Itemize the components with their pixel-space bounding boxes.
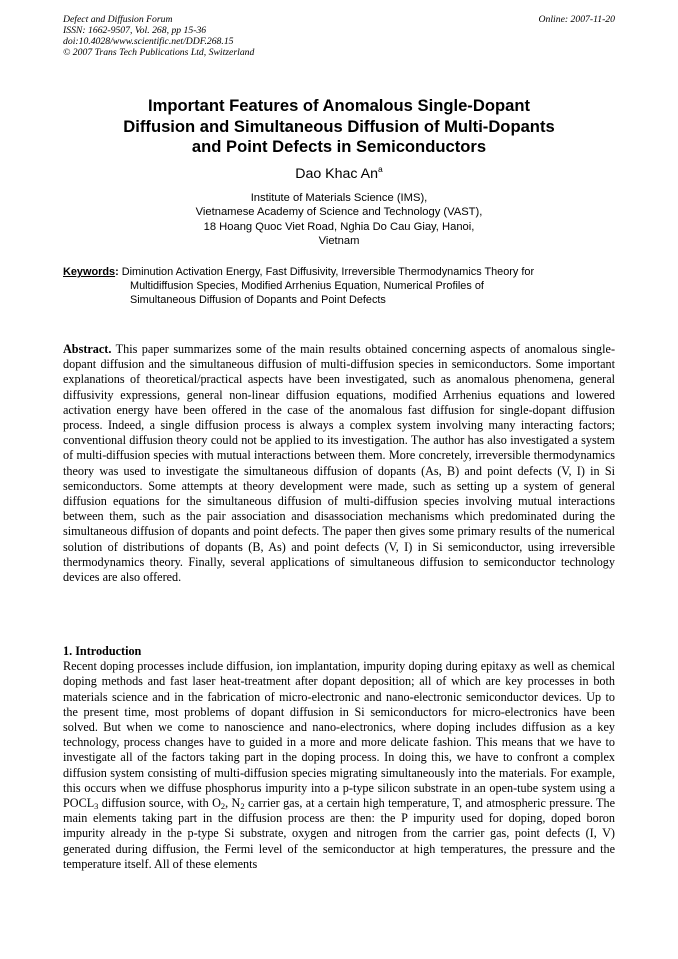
- introduction-section: [63, 644, 615, 872]
- keywords-line-2: Multidiffusion Species, Modified Arrhenius Equation, Numerical Profiles of: [130, 280, 484, 292]
- doi-line[interactable]: doi:10.4028/www.scientific.net/DDF.268.15: [63, 36, 234, 47]
- journal-name: Defect and Diffusion Forum: [63, 14, 173, 25]
- affiliation: [63, 191, 615, 248]
- keywords: Keywords: Diminution Activation Energy, Fast Diffusivity, Irreversible Thermodynamics Theory for Multidiffusion Species, Modified Arrhenius Equation, Numerical Profiles of Simultaneous Diffusion of Dopants and Point Defects: [63, 265, 623, 307]
- paper-title: [63, 96, 615, 158]
- copyright-line: © 2007 Trans Tech Publications Ltd, Switzerland: [63, 47, 255, 58]
- section-heading: 1. Introduction: [63, 644, 142, 658]
- author: [63, 165, 615, 183]
- abstract-text: This paper summarizes some of the main results obtained concerning aspects of anomalous single-dopant diffusion and the simultaneous diffusion of multi-diffusion species in semiconductors. Some important explanations of theoretical/practical aspects have been investigated, such as anomalous phenomena, general diffusivity expressions, general non-linear diffusion equations, modified Arrhenius equations and lowered activation energy have been offered in the case of the anomalous fast diffusion for single-dopant diffusion process. Indeed, a single diffusion process is always a complex system involving many interacting factors; conventional diffusion theory could not be applied to its investigation. The author has also investigated a system of multi-diffusion species with mutual interactions between them. More concretely, irreversible thermodynamics theory was used to investigate the simultaneous diffusion of dopants (As, B) and point defects (V, I) in Si semiconductors. Some attempts at theory development were made, such as setting up a system of general diffusion equations for the simultaneous diffusion of multi-diffusion species involving mutual interactions between them, such as the pair association and disassociation mechanisms which predominated during the simultaneous diffusion of dopants and point defects. The paper then gives some primary results of the numerical solution of distributions of dopants (B, As) and point defects (V, I) in Si semiconductor, using irreversible thermodynamics theory. Finally, several applications of simultaneous diffusion to semiconductor technology devices are also offered.: [63, 342, 616, 585]
- title-line-2: Diffusion and Simultaneous Diffusion of Multi-Dopants: [123, 116, 555, 136]
- title-line-1: Important Features of Anomalous Single-Dopant: [148, 96, 530, 115]
- keywords-line-3: Simultaneous Diffusion of Dopants and Point Defects: [130, 294, 386, 306]
- author-affiliation-mark: a: [378, 164, 383, 174]
- issn-line: ISSN: 1662-9507, Vol. 268, pp 15-36: [63, 25, 207, 36]
- title-line-3: and Point Defects in Semiconductors: [191, 137, 487, 156]
- affiliation-line-1: Institute of Materials Science (IMS),: [250, 192, 428, 204]
- journal-header: [63, 14, 615, 58]
- keywords-line-1: Diminution Activation Energy, Fast Diffusivity, Irreversible Thermodynamics Theory for: [121, 266, 535, 278]
- affiliation-line-2: Vietnamese Academy of Science and Technology (VAST),: [195, 206, 483, 219]
- affiliation-line-3: 18 Hoang Quoc Viet Road, Nghia Do Cau Giay, Hanoi,: [203, 220, 475, 233]
- introduction-paragraph: Recent doping processes include diffusion, ion implantation, impurity doping during epitaxy as well as chemical doping methods and fast laser heat-treatment after dopant deposition; all of which are key processes in both materials science and in the fabrication of micro-electronic and nano-electronic semiconductor devices. Up to the present time, most problems of dopant diffusion in Si semiconductors for micro-electronics have been solved. But when we come to nanoscience and nano-electronics, where doping includes diffusion as a key technology, process changes have to guided in a more and more delicate fashion. This means that we have to investigate all of the factors taking part in the doping process. In doing this, we have to confront a complex diffusion system consisting of multi-diffusion species migrating simultaneously into the materials. For example, this occurs when we diffuse phosphorus impurity into a p-type silicon substrate in an open-tube system using a $POCL_3$ diffusion source, with $O_2$, $N_2$ carrier gas, at a certain high temperature, T, and atmospheric pressure. The main elements taking part in the diffusion process are then: the P impurity used for doping, doped boron impurity already in the p-type Si substrate, oxygen and nitrogen from the carrier gas, point defects (I, V) generated during diffusion, the Fermi level of the semiconductor at high temperatures, the pressure and the temperature itself. All of these elements: [63, 659, 615, 871]
- abstract: [63, 342, 615, 585]
- online-date: Online: 2007-11-20: [538, 14, 615, 25]
- abstract-label: Abstract.: [63, 342, 112, 356]
- keywords-label: Keywords: [63, 266, 116, 278]
- affiliation-line-4: Vietnam: [318, 234, 360, 247]
- author-name: Dao Khac An: [295, 166, 379, 182]
